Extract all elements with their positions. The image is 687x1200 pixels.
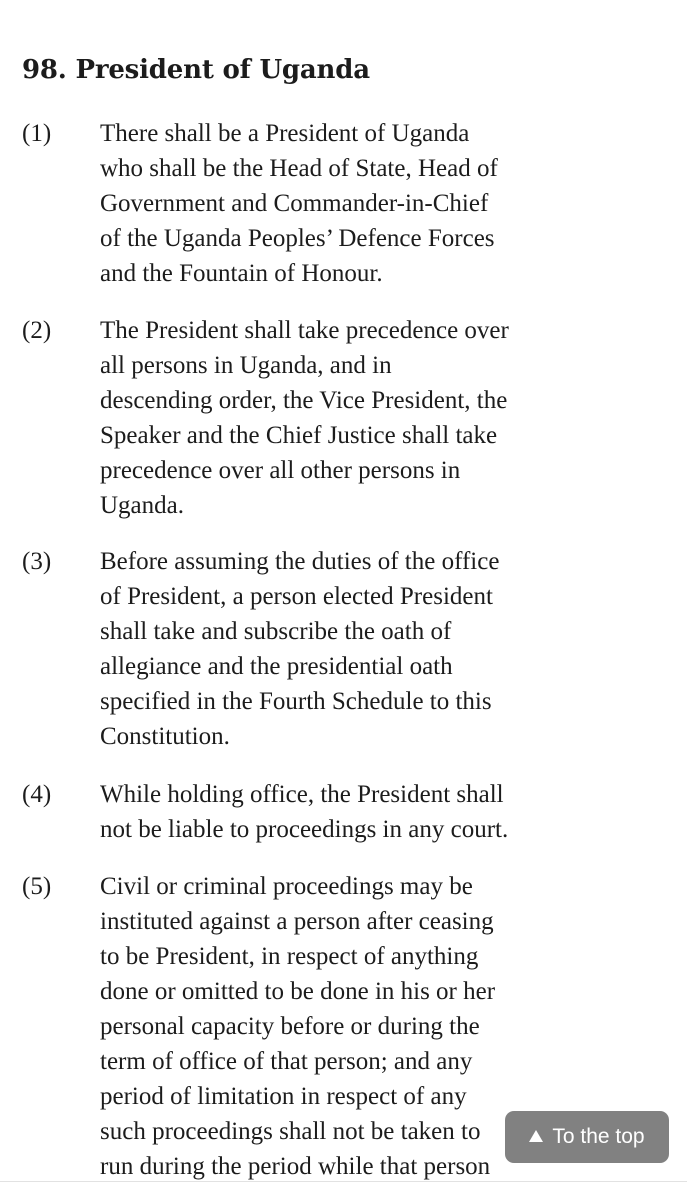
- clause-line: allegiance and the presidential oath: [100, 653, 453, 680]
- clause-line: of the Uganda Peoples’ Defence Forces: [100, 225, 495, 252]
- clause-number: (5): [22, 873, 52, 900]
- clause-line: shall take and subscribe the oath of: [100, 618, 452, 645]
- triangle-up-icon: [529, 1130, 543, 1142]
- clause-line: The President shall take precedence over: [100, 317, 509, 344]
- clause-line: There shall be a President of Uganda: [100, 120, 470, 147]
- clause-line: Constitution.: [100, 723, 230, 750]
- clause-line: not be liable to proceedings in any court.: [100, 816, 509, 843]
- clause-number: (2): [22, 317, 52, 344]
- clause-line: While holding office, the President shall: [100, 781, 504, 808]
- clause-line: Before assuming the duties of the office: [100, 548, 500, 575]
- clause-text: [100, 116, 580, 291]
- clause-line: to be President, in respect of anything: [100, 943, 479, 970]
- clause-line: done or omitted to be done in his or her: [100, 978, 496, 1005]
- clause-line: Speaker and the Chief Justice shall take: [100, 422, 498, 449]
- clause-line: descending order, the Vice President, the: [100, 387, 508, 414]
- clause-line: who shall be the Head of State, Head of: [100, 155, 498, 182]
- clause-line: of President, a person elected President: [100, 583, 493, 610]
- clause-line: specified in the Fourth Schedule to this: [100, 688, 492, 715]
- clause-line: such proceedings shall not be taken to: [100, 1118, 481, 1145]
- clause-line: term of office of that person; and any: [100, 1048, 473, 1075]
- clause-number: (1): [22, 120, 52, 147]
- clause-text: [100, 777, 580, 847]
- clause-number: (3): [22, 548, 52, 575]
- clause-text: [100, 313, 580, 523]
- to-the-top-label: To the top: [552, 1125, 645, 1148]
- bottom-divider: [0, 1181, 687, 1182]
- clause-line: period of limitation in respect of any: [100, 1083, 467, 1110]
- clause-line: instituted against a person after ceasing: [100, 908, 494, 935]
- clause-text: [100, 544, 580, 754]
- clause-line: precedence over all other persons in: [100, 457, 461, 484]
- section-title: 98. President of Uganda: [22, 55, 370, 85]
- clause-line: Uganda.: [100, 492, 184, 519]
- clause-line: Civil or criminal proceedings may be: [100, 873, 473, 900]
- clause-line: all persons in Uganda, and in: [100, 352, 392, 379]
- clause-line: personal capacity before or during the: [100, 1013, 480, 1040]
- clause-line: run during the period while that person: [100, 1153, 491, 1180]
- to-the-top-button[interactable]: [505, 1111, 669, 1163]
- clause-line: Government and Commander-in-Chief: [100, 190, 489, 217]
- clause-line: and the Fountain of Honour.: [100, 260, 383, 287]
- clause-number: (4): [22, 781, 52, 808]
